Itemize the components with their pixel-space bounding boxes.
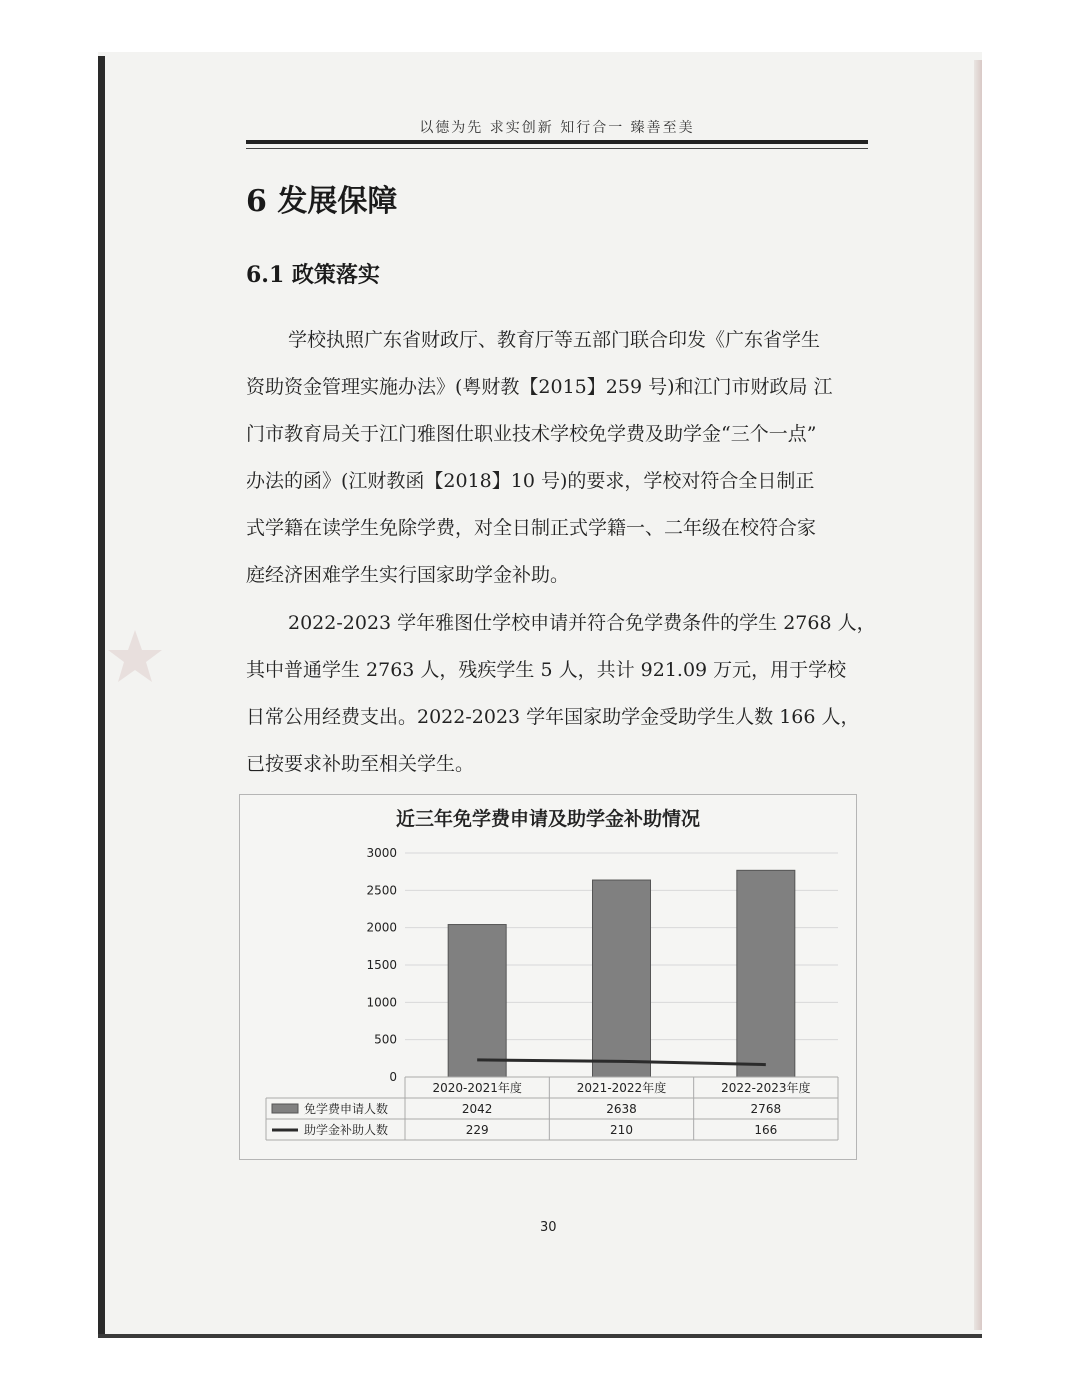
chart-container [239, 794, 857, 1160]
chart-y-axis [366, 846, 397, 1084]
y-tick-label: 0 [389, 1070, 397, 1084]
data-table-value: 2768 [750, 1102, 782, 1116]
paragraph-line: 日常公用经费支出。2022-2023 学年国家助学金受助学生人数 166 人， [246, 706, 860, 728]
bar [448, 925, 506, 1077]
page-number: 30 [540, 1220, 557, 1235]
y-tick-label: 2000 [366, 920, 397, 935]
x-category-label: 2020-2021年度 [432, 1081, 522, 1095]
data-table-value: 210 [610, 1123, 633, 1137]
paragraph-line: 其中普通学生 2763 人，残疾学生 5 人，共计 921.09 万元，用于学校 [246, 659, 847, 681]
y-tick-label: 1500 [366, 958, 397, 972]
legend-label: 免学费申请人数 [304, 1102, 389, 1116]
paragraph-line: 学校执照广东省财政厅、教育厅等五部门联合印发《广东省学生 [288, 329, 821, 351]
header-rule-thick [246, 140, 868, 144]
paragraph-line: 已按要求补助至相关学生。 [246, 753, 475, 775]
section-title: 6 发展保障 [246, 184, 398, 219]
header-rule-thin [246, 148, 868, 149]
paragraph-line: 门市教育局关于江门雅图仕职业技术学校免学费及助学金“三个一点” [246, 423, 817, 445]
paper-shadow-right [974, 60, 982, 1330]
data-table-value: 229 [465, 1123, 489, 1137]
bar [737, 870, 795, 1077]
chart-data-table [266, 1077, 838, 1140]
paragraph-statistics [246, 600, 876, 788]
chart-svg [240, 795, 856, 1159]
paragraph-line: 庭经济困难学生实行国家助学金补助。 [246, 564, 570, 586]
legend-swatch [272, 1104, 298, 1113]
subsection-title: 6.1 政策落实 [246, 262, 380, 288]
faint-stamp-mark [100, 570, 170, 750]
header-motto: 以德为先 求实创新 知行合一 臻善至美 [419, 120, 695, 136]
data-table-value: 2638 [606, 1102, 637, 1116]
chart-bars [448, 870, 795, 1077]
paragraph-line: 2022-2023 学年雅图仕学校申请并符合免学费条件的学生 2768 人， [288, 612, 876, 634]
paragraph-line: 式学籍在读学生免除学费，对全日制正式学籍一、二年级在校符合家 [246, 517, 817, 539]
y-tick-label: 500 [374, 1032, 397, 1047]
bar [593, 880, 651, 1077]
y-tick-label: 2500 [366, 883, 397, 898]
paper-shadow-bottom [98, 1334, 982, 1338]
y-tick-label: 3000 [366, 846, 397, 860]
chart-title: 近三年免学费申请及助学金补助情况 [395, 808, 701, 830]
y-tick-label: 1000 [366, 995, 397, 1010]
data-table-value: 2042 [461, 1102, 493, 1116]
x-category-label: 2021-2022年度 [576, 1081, 667, 1095]
x-category-label: 2022-2023年度 [721, 1081, 811, 1095]
data-table-value: 166 [754, 1123, 778, 1137]
paragraph-policy [246, 317, 870, 599]
paragraph-line: 办法的函》(江财教函【2018】10 号)的要求，学校对符合全日制正 [246, 470, 815, 492]
legend-label: 助学金补助人数 [304, 1123, 389, 1137]
paragraph-line: 资助资金管理实施办法》(粤财教【2015】259 号)和江门市财政局 江 [246, 376, 833, 398]
